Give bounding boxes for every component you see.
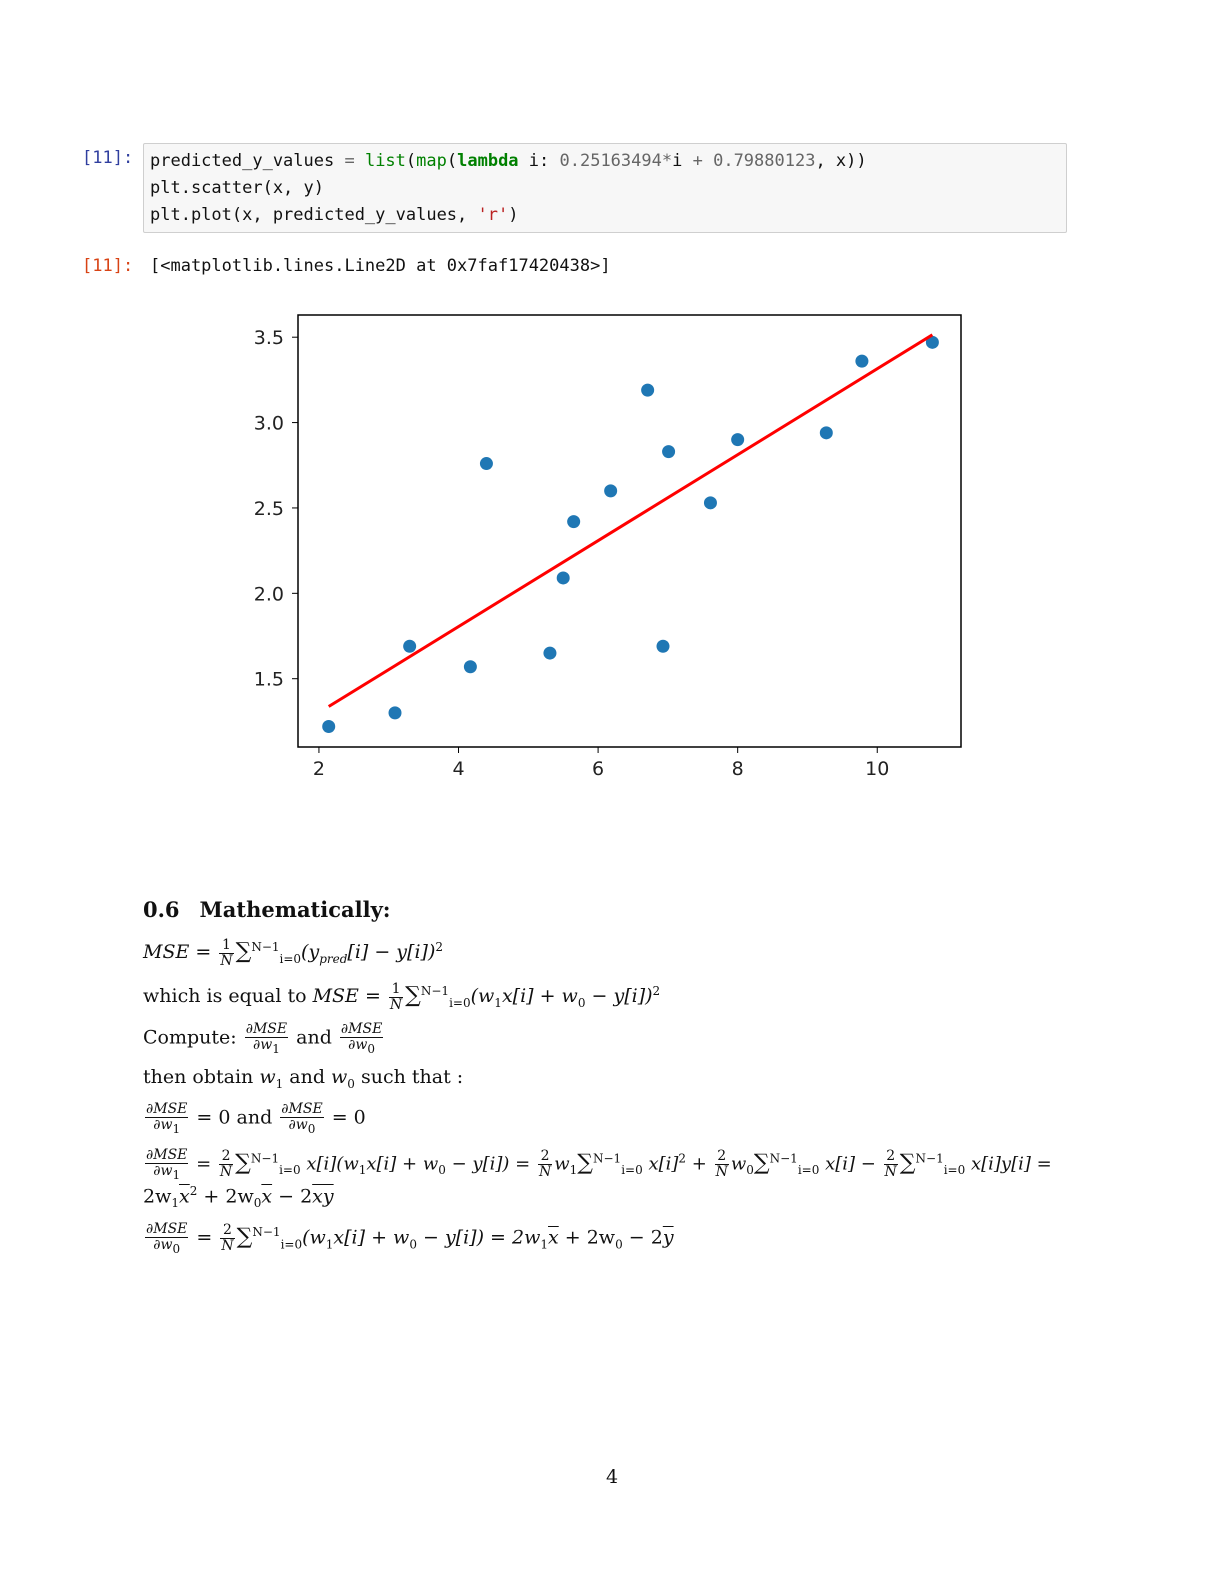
scatter-point xyxy=(322,720,335,733)
x-tick-label: 8 xyxy=(731,758,744,780)
scatter-point xyxy=(557,571,570,584)
y-tick-label: 2.0 xyxy=(253,583,284,606)
scatter-point xyxy=(464,660,477,673)
regression-line xyxy=(329,335,933,707)
math-line-6: $\frac{\text{∂MSE}}{\partial w_1}$ = $\frac{2}{N}$ ∑$^{N-1}_{i=0}$ $x[i](w_1x[i] + w_0 - y[i])$ = $\frac{2}{N}$ $w_1\sum^{N-1}_{i=0}$ $x[i]^2$ + $\frac{2}{N}$ $w_0\sum^{N-1}_{i=0}$ x[i] − $\frac{2}{N}$ ∑$^{N-1}_{i=0}$ x[i]y[i] = xyxy=(146,1147,1052,1182)
scatter-point xyxy=(480,457,493,470)
section-number: 0.6 xyxy=(143,897,180,922)
section-title: Mathematically: xyxy=(199,897,391,922)
y-tick-label: 3.0 xyxy=(253,412,284,435)
scatter-point xyxy=(641,384,654,397)
code-cell[interactable] xyxy=(143,143,1067,233)
y-tick-label: 2.5 xyxy=(253,497,284,520)
scatter-plot xyxy=(240,300,980,800)
scatter-point xyxy=(820,426,833,439)
scatter-point xyxy=(389,706,402,719)
x-tick-label: 6 xyxy=(592,758,605,780)
math-line-3: Compute: $\frac{\text{∂MSE}}{\partial w_1}$ and $\frac{\text{∂MSE}}{\partial w_0}$ xyxy=(143,1021,383,1056)
scatter-point xyxy=(543,647,556,660)
code-line-1: predicted_y_values = list(map(lambda i: 0.25163494*i + 0.79880123, x)) xyxy=(150,151,867,171)
y-tick-label: 3.5 xyxy=(253,327,284,350)
y-tick-label: 1.5 xyxy=(253,668,284,691)
scatter-point xyxy=(704,496,717,509)
code-line-3: plt.plot(x, predicted_y_values, 'r') xyxy=(150,205,519,225)
math-line-7: $\frac{\text{∂MSE}}{\partial w_0}$ = $\frac{2}{N}$ $\sum^{N-1}_{i=0}(w_1x[i] + w_0 - y[i]) = 2w_1\overline{x} + 2w_0 - 2\overline{y}$ xyxy=(146,1221,674,1256)
section-heading xyxy=(143,897,391,922)
scatter-point xyxy=(662,445,675,458)
cell-output: [<matplotlib.lines.Line2D at 0x7faf17420438>] xyxy=(150,256,611,276)
code-line-2: plt.scatter(x, y) xyxy=(150,178,324,198)
math-line-1: MSE = $\frac{1}{N}$ $\sum^{N-1}_{i=0}(y_{pred}[i] - y[i])^2$ xyxy=(143,937,443,969)
x-tick-label: 4 xyxy=(452,758,465,780)
scatter-point xyxy=(855,355,868,368)
scatter-point xyxy=(731,433,744,446)
x-tick-label: 2 xyxy=(312,758,325,780)
page-number: 4 xyxy=(605,1466,619,1488)
math-line-2: which is equal to MSE = $\frac{1}{N}$ $\sum^{N-1}_{i=0}(w_1x[i] + w_0 - y[i])^2$ xyxy=(143,981,661,1013)
plot-layer xyxy=(254,315,961,780)
scatter-point xyxy=(604,484,617,497)
output-prompt: [11]: xyxy=(82,256,134,276)
math-line-5: $\frac{\text{∂MSE}}{\partial w_1}$ = 0 and $\frac{\text{∂MSE}}{\partial w_0}$ = 0 xyxy=(146,1101,366,1136)
x-tick-label: 10 xyxy=(865,758,890,780)
scatter-point xyxy=(656,640,669,653)
scatter-point xyxy=(403,640,416,653)
input-prompt: [11]: xyxy=(82,148,134,168)
math-line-6-cont: $2w_1\overline{x}^2 + 2w_0\overline{x} - 2\overline{xy}$ xyxy=(143,1184,334,1211)
scatter-point xyxy=(567,515,580,528)
math-line-4: then obtain $w_1$ and $w_0$ such that : xyxy=(143,1066,464,1091)
